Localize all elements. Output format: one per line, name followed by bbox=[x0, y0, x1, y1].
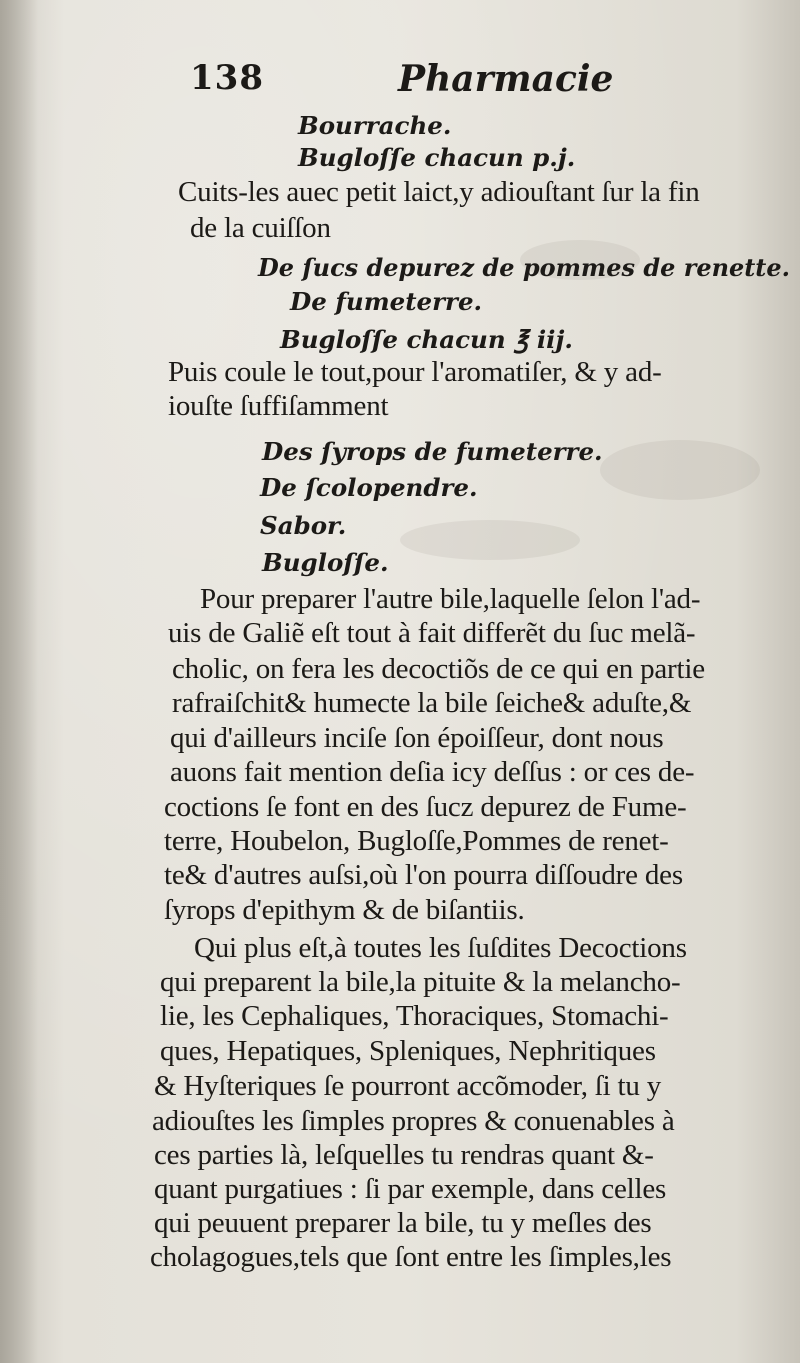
text-line: Des ſyrops de fumeterre. bbox=[262, 437, 603, 466]
paper-stain bbox=[600, 440, 760, 500]
text-line: auons fait mention deſia icy deſſus : or ces de- bbox=[170, 756, 695, 788]
text-line: qui peuuent preparer la bile, tu y meſles des bbox=[154, 1207, 652, 1239]
paper-stain bbox=[400, 520, 580, 560]
text-line: Bugloſſe chacun p.j. bbox=[298, 143, 576, 172]
text-line: Puis coule le tout,pour l'aromatiſer, & y ad- bbox=[168, 356, 662, 388]
text-line: terre, Houbelon, Bugloſſe,Pommes de renet- bbox=[164, 825, 669, 857]
text-line: adiouſtes les ſimples propres & conuenables à bbox=[152, 1105, 675, 1137]
text-line: quant purgatiues : ſi par exemple, dans celles bbox=[154, 1173, 667, 1205]
text-line: De ſucs depurez de pommes de renette. bbox=[258, 253, 790, 282]
page-header bbox=[0, 58, 800, 108]
text-line: cholagogues,tels que ſont entre les ſimples,les bbox=[150, 1241, 672, 1273]
text-line: Bugloſſe chacun ℥ iij. bbox=[280, 325, 573, 354]
text-line: Pour preparer l'autre bile,laquelle ſelon l'ad- bbox=[200, 583, 701, 615]
text-line: Qui plus eſt,à toutes les ſuſdites Decoctions bbox=[194, 932, 687, 964]
text-line: Bugloſſe. bbox=[262, 548, 389, 577]
text-line: ſyrops d'epithym & de biſantiis. bbox=[164, 894, 525, 926]
text-line: lie, les Cephaliques, Thoraciques, Stomachi- bbox=[160, 1000, 669, 1032]
text-line: cholic, on fera les decoctiõs de ce qui en partie bbox=[172, 653, 705, 685]
text-line: ques, Hepatiques, Spleniques, Nephritiques bbox=[160, 1035, 656, 1067]
text-line: coctions ſe font en des ſucz depurez de Fume- bbox=[164, 791, 687, 823]
text-line: te& d'autres auſsi,où l'on pourra diſſoudre des bbox=[164, 859, 683, 891]
text-line: De ſcolopendre. bbox=[260, 473, 478, 502]
page-number: 138 bbox=[190, 58, 264, 98]
text-line: qui d'ailleurs inciſe ſon époiſſeur, dont nous bbox=[170, 722, 664, 754]
text-line: rafraiſchit& humecte la bile ſeiche& aduſte,& bbox=[172, 687, 692, 719]
text-line: & Hyſteriques ſe pourront accõmoder, ſi tu y bbox=[154, 1070, 662, 1102]
running-head: Pharmacie bbox=[398, 58, 614, 100]
text-line: qui preparent la bile,la pituite & la melancho- bbox=[160, 966, 681, 998]
text-line: iouſte ſuffiſamment bbox=[168, 390, 389, 422]
text-line: ces parties là, leſquelles tu rendras quant &- bbox=[154, 1139, 654, 1171]
text-line: de la cuiſſon bbox=[190, 212, 331, 244]
text-line: Sabor. bbox=[260, 511, 347, 540]
text-line: De fumeterre. bbox=[290, 287, 483, 316]
text-line: Bourrache. bbox=[298, 111, 452, 140]
text-line: uis de Galiẽ eſt tout à fait differẽt du ſuc melã- bbox=[168, 617, 696, 649]
text-line: Cuits-les auec petit laict,y adiouſtant ſur la fin bbox=[178, 176, 700, 208]
